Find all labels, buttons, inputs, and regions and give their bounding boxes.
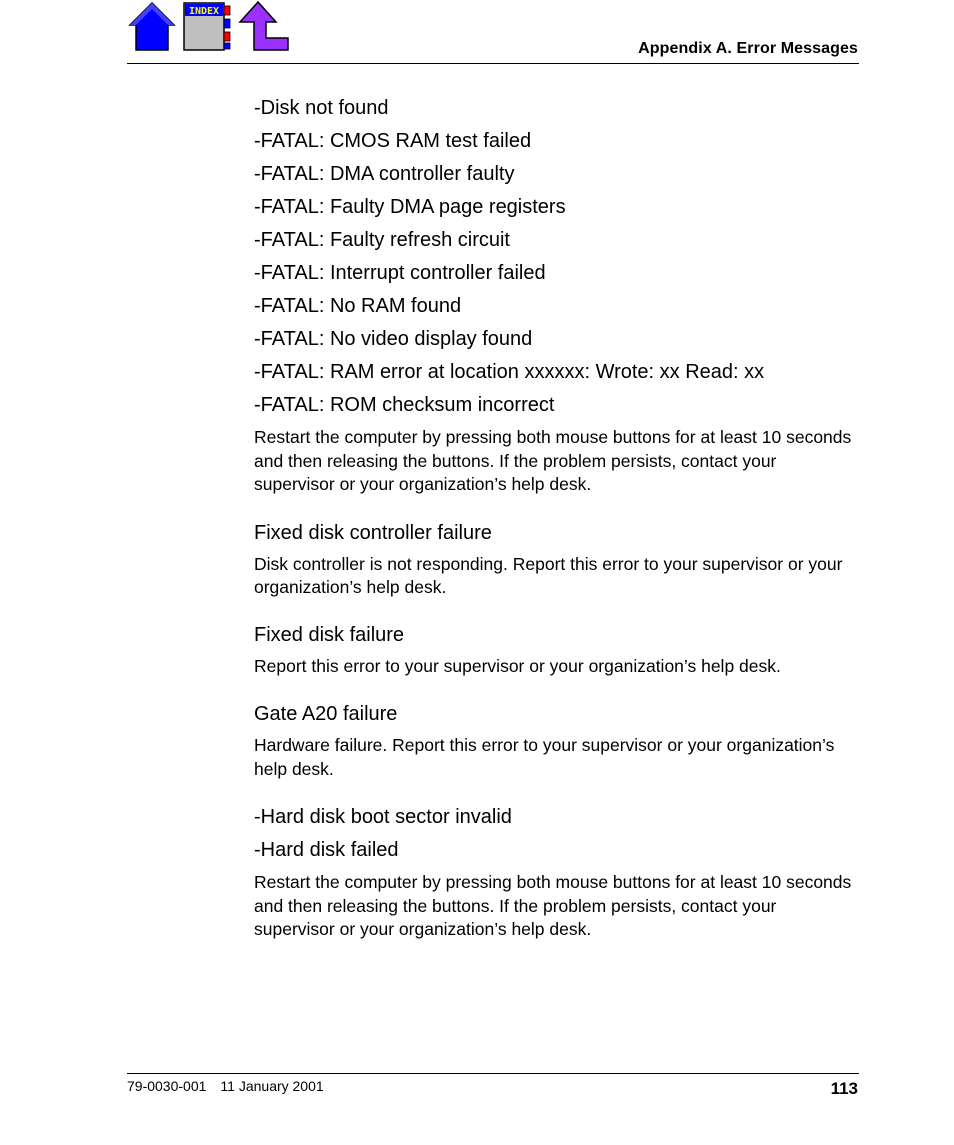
error-message: -FATAL: Faulty refresh circuit [254,229,510,251]
error-message: -FATAL: Interrupt controller failed [254,262,546,284]
error-message: -FATAL: No video display found [254,328,533,350]
error-description: Restart the computer by pressing both mouse buttons for at least 10 seconds and then releasing the buttons. If the problem persists, contact your supervisor or your organization’s help desk. [254,427,852,494]
error-group [254,517,859,600]
footer-doc-info [127,1078,324,1094]
error-message: -FATAL: DMA controller faulty [254,163,515,185]
error-message: -FATAL: RAM error at location xxxxxx: Wrote: xx Read: xx [254,361,765,383]
error-message: -FATAL: No RAM found [254,295,462,317]
error-message: -FATAL: ROM checksum incorrect [254,394,555,416]
error-message: Gate A20 failure [254,703,398,725]
header-rule [127,63,859,64]
error-message: -Hard disk failed [254,839,399,861]
error-message: -Hard disk boot sector invalid [254,806,512,828]
error-group [254,619,859,679]
index-icon[interactable] [182,0,232,57]
up-arrow-icon[interactable] [236,0,290,57]
error-description: Restart the computer by pressing both mouse buttons for at least 10 seconds and then releasing the buttons. If the problem persists, contact your supervisor or your organization’s help desk. [254,872,852,939]
footer-rule [127,1073,859,1074]
error-message: Fixed disk failure [254,623,405,646]
publication-date: 11 January 2001 [220,1078,324,1094]
error-group [254,92,859,497]
home-icon[interactable] [128,0,176,57]
error-message: Fixed disk controller failure [254,521,492,544]
error-message: -FATAL: Faulty DMA page registers [254,196,566,218]
error-message: -FATAL: CMOS RAM test failed [254,130,532,152]
error-description: Report this error to your supervisor or your organization’s help desk. [254,655,781,676]
error-description: Disk controller is not responding. Report this error to your supervisor or your organization’s help desk. [254,553,843,597]
error-message-list [254,92,859,942]
error-group [254,801,859,942]
error-group [254,698,859,781]
running-head: Appendix A. Error Messages [638,40,858,57]
page-number: 113 [830,1079,858,1098]
document-number: 79-0030-001 [127,1078,207,1094]
index-label: INDEX [188,6,220,17]
error-description: Hardware failure. Report this error to your supervisor or your organization’s help desk. [254,735,835,779]
error-message: -Disk not found [254,97,389,119]
